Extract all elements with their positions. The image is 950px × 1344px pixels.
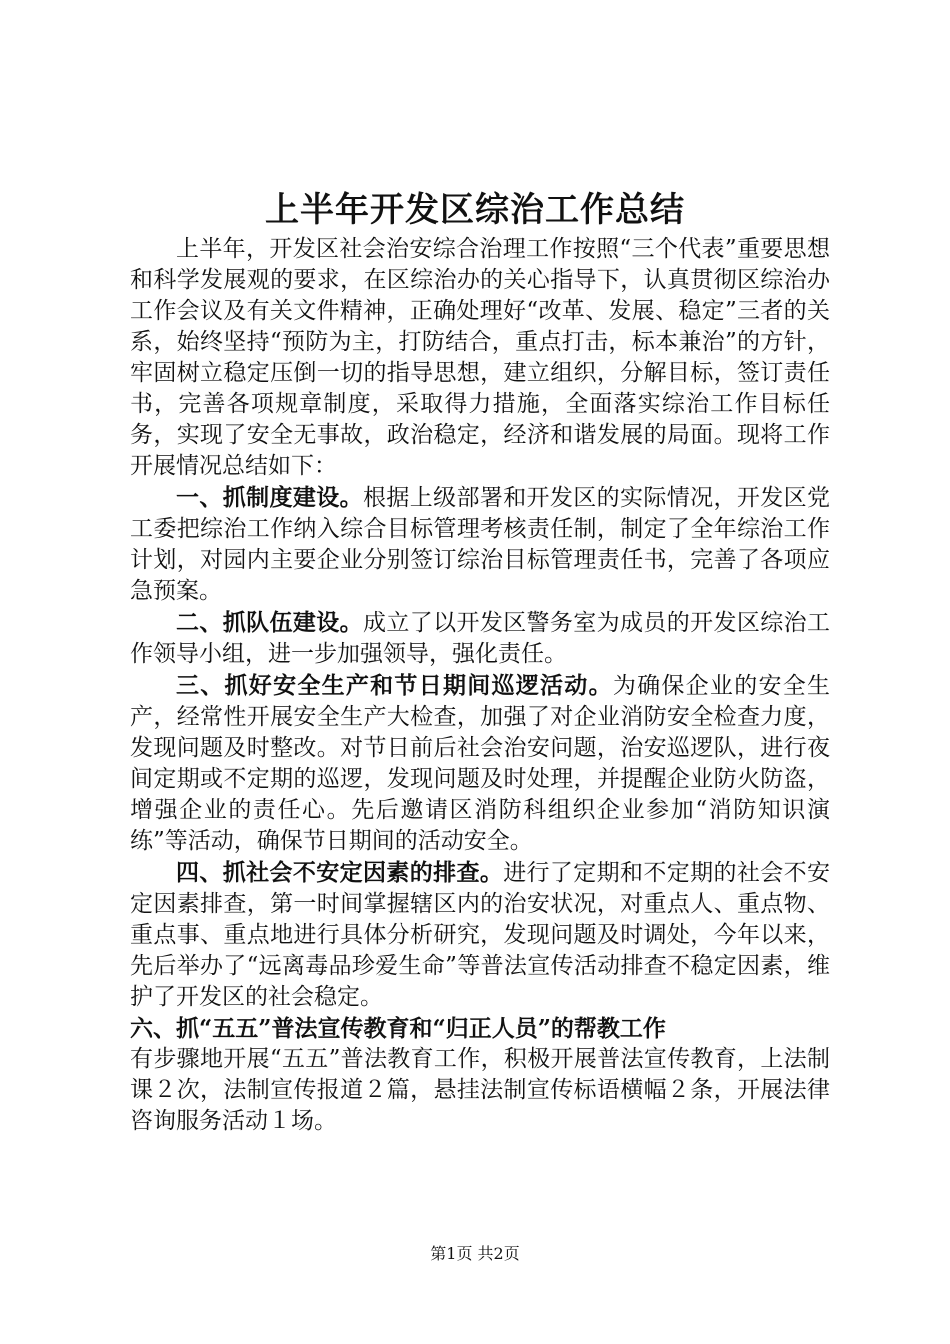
section-3-paragraph — [130, 670, 830, 857]
intro-paragraph: 上半年，开发区社会治安综合治理工作按照“三个代表”重要思想和科学发展观的要求，在区综治办的关心指导下，认真贯彻区综治办工作会议及有关文件精神，正确处理好“改革、发展、稳定”三者的关系，始终坚持“预防为主，打防结合，重点打击，标本兼治”的方针，牢固树立稳定压倒一切的指导思想，建立组织，分解目标，签订责任书，完善各项规章制度，采取得力措施，全面落实综治工作目标任务，实现了安全无事故，政治稳定，经济和谐发展的局面。现将工作开展情况总结如下： — [130, 236, 830, 479]
section-4-paragraph — [130, 857, 830, 1013]
section-1-heading: 一、抓制度建设。 — [176, 484, 363, 511]
section-1-text: 根据上级部署和开发区的实际情况，开发区党工委把综治工作纳入综合目标管理考核责任制，制定了全年综治工作计划，对园内主要企业分别签订综治目标管理责任书，完善了各项应急预案。 — [130, 485, 831, 604]
section-4-text: 进行了定期和不定期的社会不安定因素排查，第一时间掌握辖区内的治安状况，对重点人、重点物、重点事、重点地进行具体分析研究，发现问题及时调处，今年以来，先后举办了“远离毒品珍爱生命”等普法宣传活动排查不稳定因素，维护了开发区的社会稳定。 — [130, 860, 831, 1010]
section-2-heading: 二、抓队伍建设。 — [176, 609, 363, 636]
document-title: 上半年开发区综治工作总结 — [265, 190, 685, 230]
section-6-text: 有步骤地开展“五五”普法教育工作，积极开展普法宣传教育，上法制课２次，法制宣传报道２篇，悬挂法制宣传标语横幅２条，开展法律咨询服务活动１场。 — [130, 1046, 830, 1134]
document-body — [130, 234, 830, 1137]
section-2-paragraph — [130, 607, 830, 670]
section-3-heading: 三、抓好安全生产和节日期间巡逻活动。 — [176, 672, 613, 699]
section-4-heading: 四、抓社会不安定因素的排查。 — [176, 859, 504, 886]
section-1-paragraph — [130, 482, 830, 607]
section-2-text: 成立了以开发区警务室为成员的开发区综治工作领导小组，进一步加强领导，强化责任。 — [130, 610, 831, 667]
section-3-text: 为确保企业的安全生产，经常性开展安全生产大检查，加强了对企业消防安全检查力度，发现问题及时整改。对节日前后社会治安问题，治安巡逻队，进行夜间定期或不定期的巡逻，发现问题及时处理，并提醒企业防火防盗，增强企业的责任心。先后邀请区消防科组织企业参加“消防知识演练”等活动，确保节日期间的活动安全。 — [130, 673, 831, 854]
page-footer: 第1页 共2页 — [430, 1244, 520, 1263]
section-6-heading: 六、抓“五五”普法宣传教育和“归正人员”的帮教工作 — [130, 1015, 666, 1042]
